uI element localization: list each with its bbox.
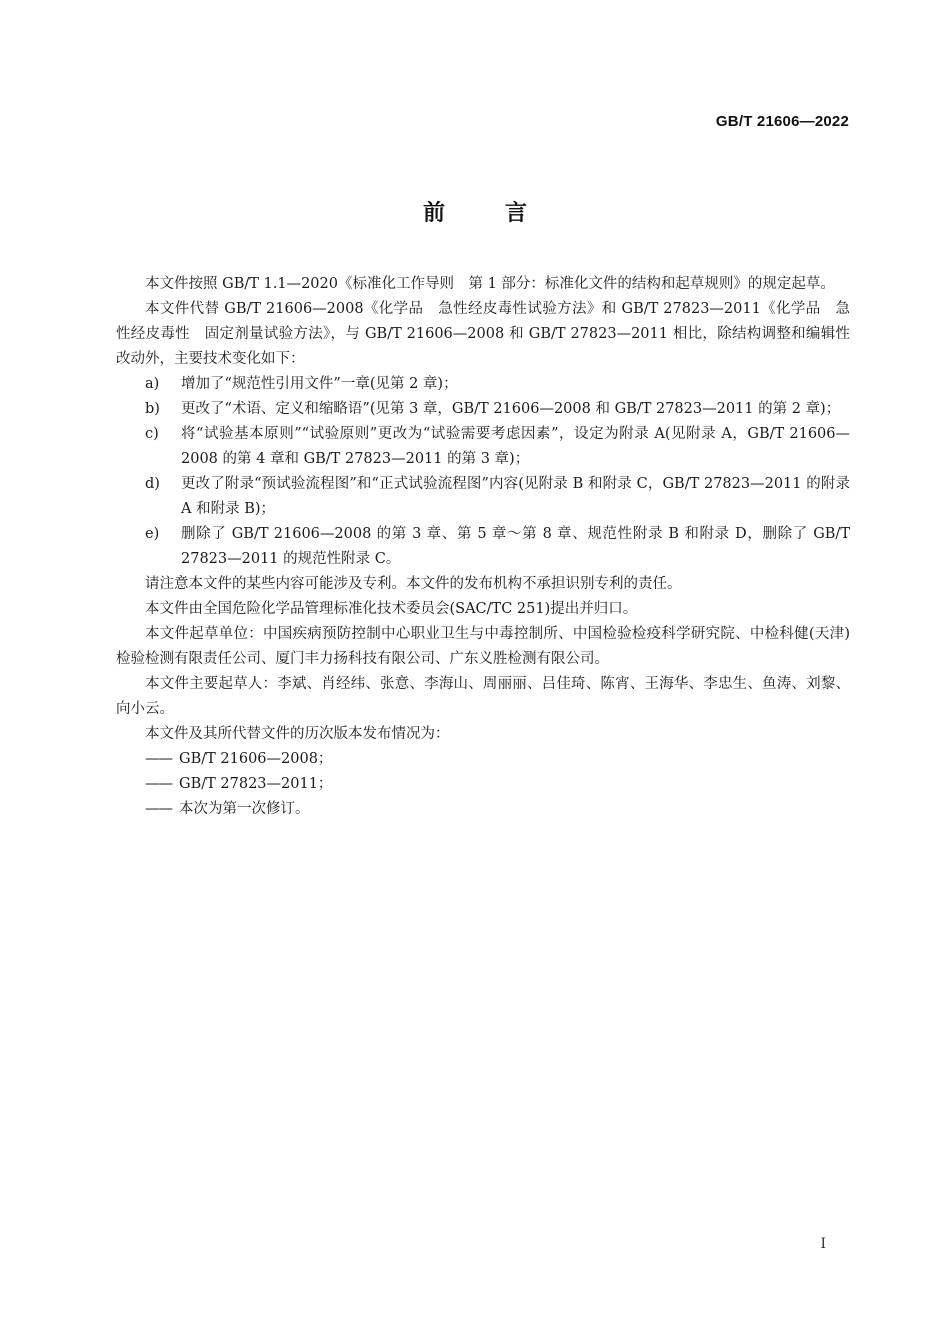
list-item [116, 397, 850, 422]
list-item-marker: e) [145, 526, 160, 542]
list-item-marker: d) [145, 476, 160, 492]
dash-marker: —— [145, 751, 172, 767]
list-item [116, 372, 850, 397]
list-item-text: 更改了“术语、定义和缩略语”(见第 3 章，GB/T 21606—2008 和 GB/T 27823—2011 的第 2 章)； [181, 401, 841, 417]
list-item-marker: b) [145, 401, 160, 417]
paragraph-version-history: 本文件及其所代替文件的历次版本发布情况为： [145, 726, 450, 742]
list-item-text: 增加了“规范性引用文件”一章(见第 2 章)； [181, 376, 458, 392]
list-item-text: 更改了附录“预试验流程图”和“正式试验流程图”内容(见附录 B 和附录 C，GB/T 27823—2011 的附录 A 和附录 B)； [181, 476, 850, 517]
list-item [116, 422, 850, 472]
dash-marker: —— [145, 776, 172, 792]
change-list [116, 372, 850, 572]
history-list [116, 747, 850, 822]
paragraph-replacement: 本文件代替 GB/T 21606—2008《化学品 急性经皮毒性试验方法》和 GB/T 27823—2011《化学品 急性经皮毒性 固定剂量试验方法》，与 GB/T 21606—2008 和 GB/T 27823—2011 相比，除结构调整和编辑性改动外，主要技术变化如下： [116, 301, 850, 367]
paragraph-patent-notice: 请注意本文件的某些内容可能涉及专利。本文件的发布机构不承担识别专利的责任。 [145, 576, 682, 592]
paragraph-committee: 本文件由全国危险化学品管理标准化技术委员会(SAC/TC 251)提出并归口。 [145, 601, 638, 617]
list-item [116, 522, 850, 572]
list-item-marker: a) [145, 376, 160, 392]
list-item [116, 472, 850, 522]
page-number: I [820, 1236, 826, 1252]
history-item [116, 747, 850, 772]
history-item-text: 本次为第一次修订。 [179, 801, 310, 817]
foreword-body [116, 272, 850, 822]
paragraph-drafting-units: 本文件起草单位：中国疾病预防控制中心职业卫生与中毒控制所、中国检验检疫科学研究院、中检科健(天津)检验检测有限责任公司、厦门丰力扬科技有限公司、广东义胜检测有限公司。 [116, 626, 850, 667]
history-item [116, 772, 850, 797]
paragraph-drafting-rule: 本文件按照 GB/T 1.1—2020《标准化工作导则 第 1 部分：标准化文件的结构和起草规则》的规定起草。 [145, 276, 835, 292]
history-item-text: GB/T 27823—2011； [179, 776, 333, 792]
dash-marker: —— [145, 801, 172, 817]
history-item [116, 797, 850, 822]
paragraph-drafters: 本文件主要起草人：李斌、肖经纬、张意、李海山、周丽丽、吕佳琦、陈宵、王海华、李忠生、鱼涛、刘黎、向小云。 [116, 676, 850, 717]
standard-number: GB/T 21606—2022 [715, 113, 849, 130]
history-item-text: GB/T 21606—2008； [179, 751, 333, 767]
list-item-text: 将“试验基本原则”“试验原则”更改为“试验需要考虑因素”，设定为附录 A(见附录 A，GB/T 21606—2008 的第 4 章和 GB/T 27823—2011 的第 3 章)； [181, 426, 850, 467]
page-title: 前言 [422, 201, 587, 226]
list-item-text: 删除了 GB/T 21606—2008 的第 3 章、第 5 章～第 8 章、规范性附录 B 和附录 D，删除了 GB/T 27823—2011 的规范性附录 C。 [181, 526, 850, 567]
list-item-marker: c) [145, 426, 159, 442]
